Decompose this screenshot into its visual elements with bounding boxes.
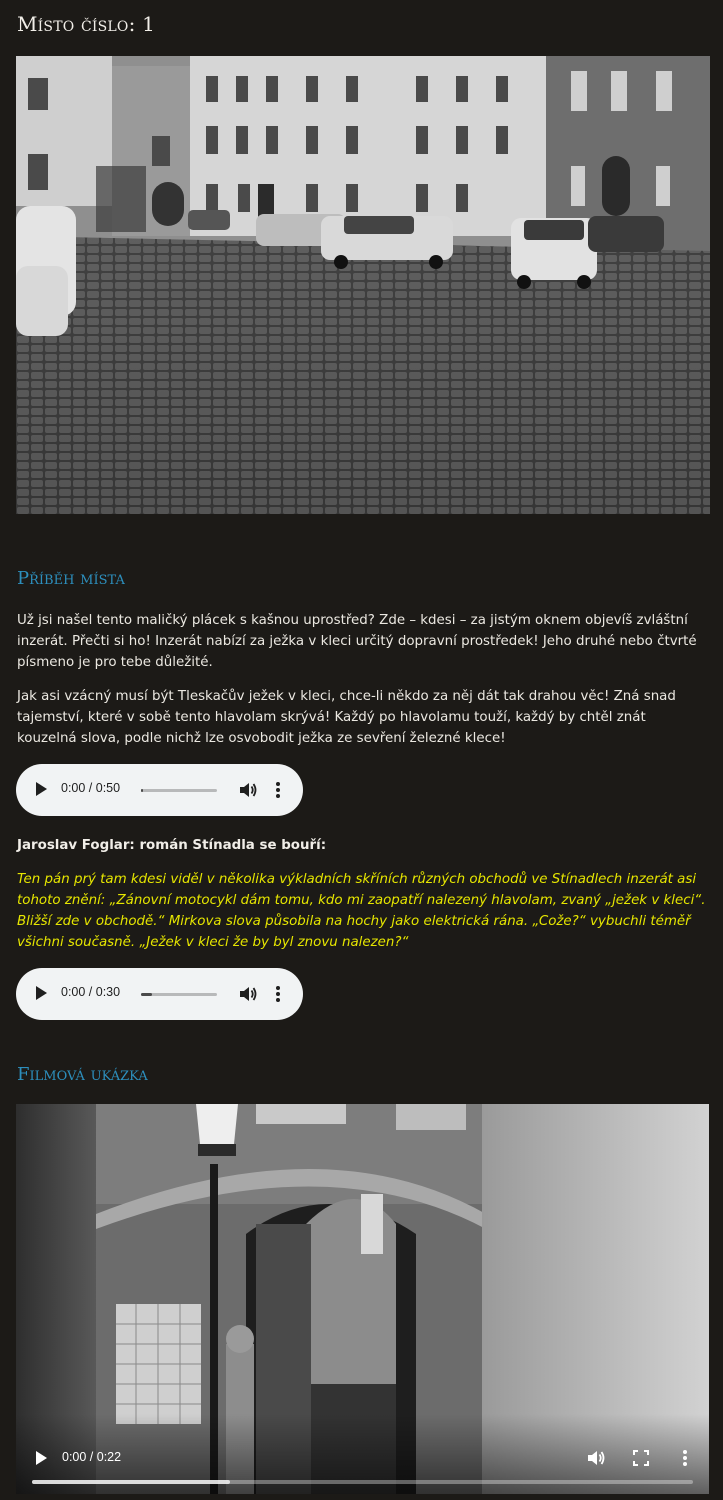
more-options-icon[interactable] [681,1448,689,1468]
quote-author: Jaroslav Foglar: román Stínadla se bouří: [17,838,327,853]
story-heading: Příběh místa [17,568,125,589]
audio-progress-slider[interactable] [141,993,217,996]
play-icon[interactable] [36,986,47,1000]
volume-icon[interactable] [238,985,258,1003]
play-icon[interactable] [36,1451,47,1465]
story-paragraph-2: Jak asi vzácný musí být Tleskačův ježek v kleci, chce-li někdo za něj dát tak drahou věc! Zná snad tajemství, které v sobě tento hlavolam skrývá! Každý po hlavolamu touží, každý by chtěl znát kouzelná slova, podle nichž lze osvobodit ježka ze sevření železné klece! [17,689,676,746]
quote-text: Ten pán prý tam kdesi viděl v několika výkladních skříních různých obchodů ve Stínadlech inzerát asi tohoto znění: „Zánovní motocykl dám tomu, kdo mi zaopatří nalezený hlavolam, zvaný „ježek v kleci“. Bližší zde v obchodě.“ Mirkova slova působila na hochy jako elektrická rána. „Cože?“ vybuchli téměř všichni současně. „Ježek v kleci že by byl znovu nalezen?“ [17,872,706,950]
audio-time: 0:00 / 0:50 [61,781,121,795]
play-icon[interactable] [36,782,47,796]
volume-icon[interactable] [586,1449,606,1467]
story-paragraph-1: Už jsi našel tento maličký plácek s kašnou uprostřed? Zde – kdesi – za jistým oknem objevíš zvláštní inzerát. Přečti si ho! Inzerát nabízí za ježka v kleci určitý dopravní prostředek! Jeho druhé nebo čtvrté písmeno je pro tebe důležité. [17,613,697,670]
more-options-icon[interactable] [274,780,282,800]
story-audio-player[interactable] [16,764,303,816]
video-controls [16,1414,709,1494]
audio-time: 0:00 / 0:30 [61,985,121,999]
audio-progress-fill [141,789,143,792]
page-title: Místo číslo: 1 [17,12,156,36]
fullscreen-icon[interactable] [633,1450,649,1466]
film-heading: Filmová ukázka [17,1064,148,1085]
place-photo [16,56,710,514]
video-progress-fill [32,1480,230,1484]
quote-audio-player[interactable] [16,968,303,1020]
video-time: 0:00 / 0:22 [62,1450,122,1464]
video-progress-slider[interactable] [32,1480,693,1484]
more-options-icon[interactable] [274,984,282,1004]
audio-progress-slider[interactable] [141,789,217,792]
film-video-player[interactable] [16,1104,709,1494]
audio-progress-fill [141,993,152,996]
cobblestone-square-photo-icon [16,56,710,514]
volume-icon[interactable] [238,781,258,799]
